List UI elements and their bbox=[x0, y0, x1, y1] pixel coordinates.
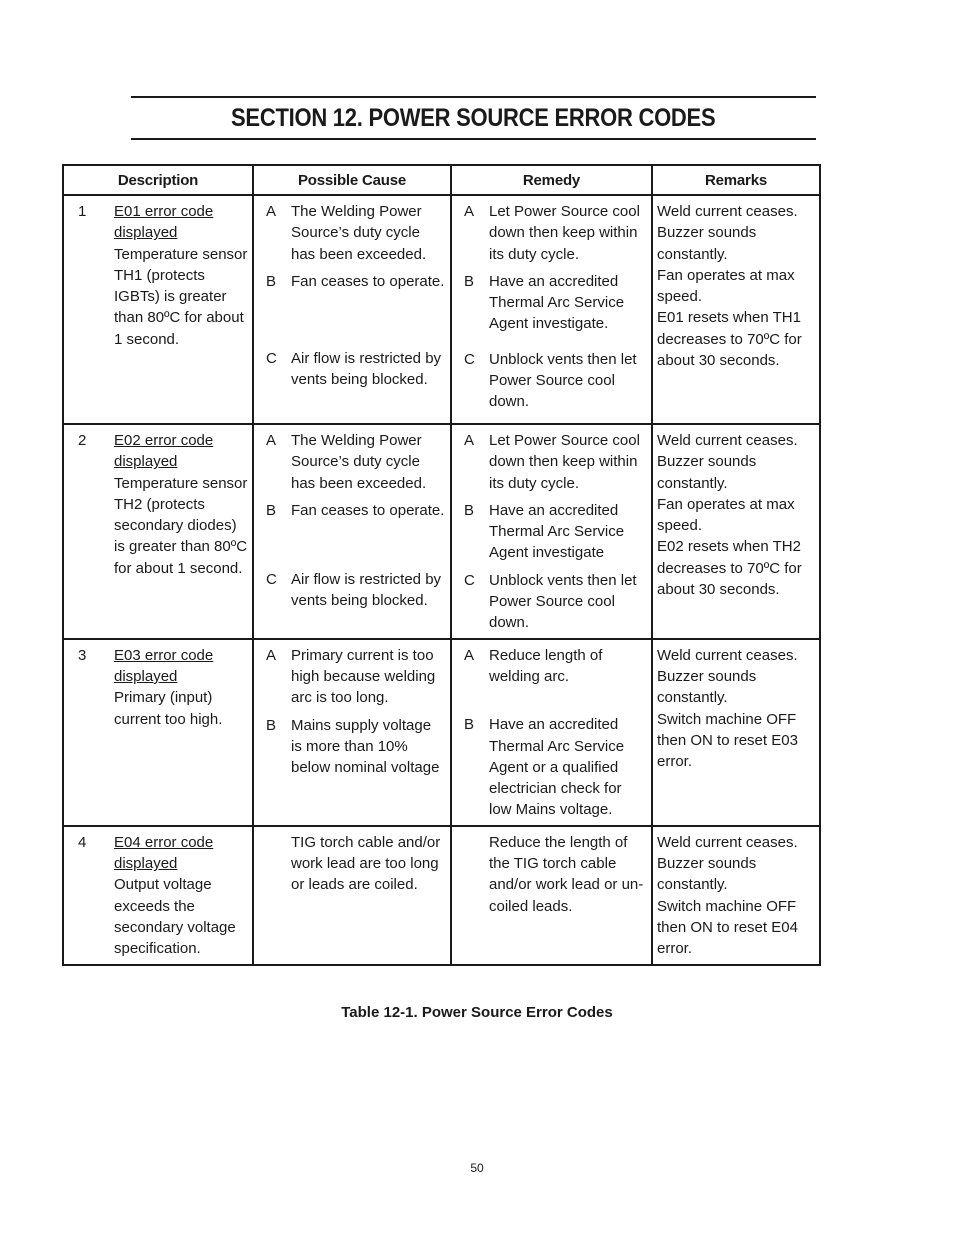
header-description: Description bbox=[63, 165, 253, 195]
remark-line: Buzzer sounds constantly. bbox=[657, 224, 757, 263]
header-possible-cause: Possible Cause bbox=[253, 165, 451, 195]
cause-text: Fan ceases to operate. bbox=[291, 272, 445, 290]
item-letter: A bbox=[266, 646, 277, 664]
remark-line: Weld current ceases. bbox=[657, 646, 798, 664]
remarks-cell bbox=[652, 826, 820, 965]
item-letter: A bbox=[464, 432, 475, 449]
remedy-text: Have an accredited Thermal Arc Service Agent or a qualified electrician check for low Mains voltage. bbox=[489, 716, 625, 819]
remedy-text: Reduce length of welding arc. bbox=[489, 646, 603, 685]
table-caption: Table 12-1. Power Source Error Codes bbox=[341, 1004, 613, 1021]
description-text: Temperature sensor TH2 (protects secondary diodes) is greater than 80ºC for about 1 second. bbox=[114, 474, 248, 577]
remark-line: Weld current ceases. bbox=[657, 833, 798, 851]
remedy-cell bbox=[451, 424, 652, 639]
row-number: 3 bbox=[78, 646, 87, 664]
remedy-text: Have an accredited Thermal Arc Service Agent investigate. bbox=[489, 272, 625, 333]
table-row bbox=[63, 826, 820, 965]
table-row bbox=[63, 639, 820, 826]
remark-line: Buzzer sounds constantly. bbox=[657, 453, 757, 492]
cause-text: The Welding Power Source’s duty cycle has been exceeded. bbox=[291, 432, 427, 492]
remark-line: Fan operates at max speed. bbox=[657, 495, 795, 535]
cause-text: Primary current is too high because welding arc is too long. bbox=[291, 646, 436, 707]
description-cell bbox=[63, 826, 253, 965]
item-letter: A bbox=[464, 646, 475, 664]
item-letter: A bbox=[266, 203, 277, 220]
remedy-cell bbox=[451, 195, 652, 424]
row-number: 4 bbox=[78, 833, 87, 851]
row-number: 2 bbox=[78, 432, 87, 449]
table-row bbox=[63, 195, 820, 424]
description-text: Output voltage exceeds the secondary voltage specification. bbox=[114, 876, 236, 958]
remedy-text: Have an accredited Thermal Arc Service Agent investigate bbox=[489, 501, 625, 562]
item-letter: B bbox=[266, 501, 277, 519]
remedy-text: Unblock vents then let Power Source cool down. bbox=[489, 571, 637, 632]
cause-text: Air flow is restricted by vents being blocked. bbox=[291, 350, 442, 389]
section-title: SECTION 12. POWER SOURCE ERROR CODES bbox=[231, 103, 716, 132]
cause-text: Fan ceases to operate. bbox=[291, 501, 445, 519]
error-code: E01 error code displayed bbox=[114, 203, 214, 242]
remark-line: Fan operates at max speed. bbox=[657, 266, 795, 306]
remarks-cell bbox=[652, 639, 820, 826]
cause-text: Air flow is restricted by vents being blocked. bbox=[291, 571, 442, 610]
item-letter: A bbox=[266, 432, 277, 449]
item-letter: A bbox=[464, 203, 475, 220]
remark-line: Buzzer sounds constantly. bbox=[657, 855, 757, 894]
row-number: 1 bbox=[78, 203, 87, 220]
description-text: Temperature sensor TH1 (protects IGBTs) is greater than 80ºC for about 1 second. bbox=[114, 245, 248, 348]
item-letter: B bbox=[464, 272, 475, 290]
cause-text: The Welding Power Source’s duty cycle has been exceeded. bbox=[291, 203, 427, 263]
item-letter: C bbox=[464, 350, 475, 368]
error-code: E03 error code displayed bbox=[114, 646, 214, 685]
item-letter bbox=[258, 832, 291, 896]
cause-text: TIG torch cable and/or work lead are too long or leads are coiled. bbox=[291, 833, 441, 894]
remedy-text: Let Power Source cool down then keep within its duty cycle. bbox=[489, 203, 640, 263]
remark-line: Switch machine OFF then ON to reset E04 error. bbox=[657, 897, 798, 958]
remedy-text: Let Power Source cool down then keep within its duty cycle. bbox=[489, 432, 640, 492]
item-letter: C bbox=[266, 571, 277, 589]
header-remarks: Remarks bbox=[652, 165, 820, 195]
remarks-cell bbox=[652, 424, 820, 639]
remark-line: E01 resets when TH1 decreases to 70ºC for about 30 seconds. bbox=[657, 309, 802, 370]
remedy-cell bbox=[451, 826, 652, 965]
item-letter: B bbox=[464, 501, 475, 519]
error-code: E04 error code displayed bbox=[114, 833, 214, 873]
remark-line: Switch machine OFF then ON to reset E03 error. bbox=[657, 710, 798, 771]
item-letter: B bbox=[266, 716, 277, 734]
header-remedy: Remedy bbox=[451, 165, 652, 195]
cause-cell bbox=[253, 195, 451, 424]
cause-cell bbox=[253, 639, 451, 826]
remedy-cell bbox=[451, 639, 652, 826]
description-text: Primary (input) current too high. bbox=[114, 689, 223, 728]
description-cell bbox=[63, 639, 253, 826]
item-letter: B bbox=[464, 716, 475, 734]
page-number: 50 bbox=[470, 1161, 484, 1175]
item-letter: B bbox=[266, 272, 277, 290]
item-letter bbox=[456, 832, 489, 917]
remark-line: Weld current ceases. bbox=[657, 203, 798, 220]
remedy-text: Unblock vents then let Power Source cool down. bbox=[489, 350, 637, 411]
cause-cell bbox=[253, 424, 451, 639]
description-cell bbox=[63, 424, 253, 639]
remarks-cell bbox=[652, 195, 820, 424]
table-header-row bbox=[63, 165, 820, 195]
remedy-text: Reduce the length of the TIG torch cable and/or work lead or un-coiled leads. bbox=[489, 833, 644, 915]
error-code: E02 error code displayed bbox=[114, 432, 214, 471]
table-row bbox=[63, 424, 820, 639]
remark-line: Buzzer sounds constantly. bbox=[657, 667, 757, 707]
cause-text: Mains supply voltage is more than 10% below nominal voltage bbox=[291, 716, 440, 777]
description-cell bbox=[63, 195, 253, 424]
remark-line: Weld current ceases. bbox=[657, 432, 798, 449]
item-letter: C bbox=[464, 571, 475, 589]
section-title-block bbox=[131, 96, 816, 140]
cause-cell bbox=[253, 826, 451, 965]
remark-line: E02 resets when TH2 decreases to 70ºC for about 30 seconds. bbox=[657, 538, 802, 599]
item-letter: C bbox=[266, 350, 277, 368]
error-codes-table bbox=[62, 164, 821, 966]
